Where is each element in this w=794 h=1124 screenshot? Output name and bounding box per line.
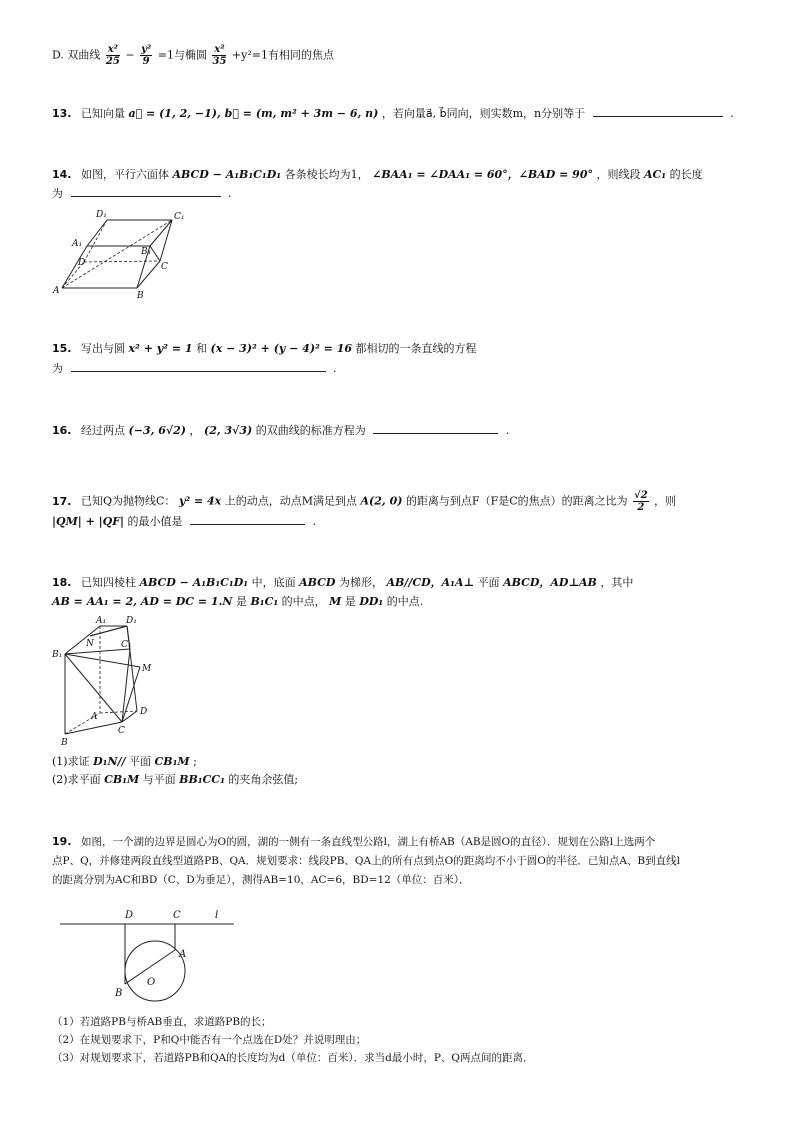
answer-blank[interactable] bbox=[71, 186, 221, 197]
question-16: 16. 经过两点 (−3, 6√2) ， (2, 3√3) 的双曲线的标准方程为 . bbox=[52, 424, 510, 437]
point-label: l bbox=[215, 910, 219, 921]
math-expression: B₁C₁ bbox=[250, 595, 279, 608]
quadrangular-prism-figure bbox=[52, 614, 162, 750]
question-19-line1: 19. 如图，一个湖的边界是圆心为O的圆，湖的一侧有一条直线型公路l，湖上有桥AB（AB是圆O的直径）．规划在公路l上选两个 bbox=[52, 835, 656, 848]
point-label: B bbox=[115, 988, 123, 999]
question-18-part2: (2)求平面 CB₁M 与平面 BB₁CC₁ 的夹角余弦值; bbox=[52, 773, 299, 786]
vertex-label: A₁ bbox=[72, 239, 83, 249]
q12-option-d: D. 双曲线 $\frac{\text{x²}}{25}$ − $\frac{\text{y²}}{9}$ =1与椭圆 $\frac{\text{x²}}{35}$ +y²=1有相同的焦点 bbox=[52, 44, 334, 67]
vertex-label: B bbox=[137, 291, 144, 300]
math-expression: DD₁ bbox=[359, 595, 384, 608]
vertex-label: B₁ bbox=[52, 650, 63, 660]
question-19-line3: 的距离分别为AC和BD（C、D为垂足），测得AB=10，AC=6，BD=12（单位：百米）． bbox=[52, 874, 470, 886]
math-expression: a⃗ = (1, 2, −1), b⃗ = (m, m² + 3m − 6, n) bbox=[128, 107, 379, 120]
question-18-part1: (1)求证 D₁N// 平面 CB₁M ; bbox=[52, 755, 197, 768]
question-19-part2: （2）在规划要求下，P和Q中能否有一个点选在D处？并说明理由； bbox=[52, 1034, 367, 1046]
math-expression: ABCD − A₁B₁C₁D₁ bbox=[172, 168, 282, 181]
lake-road-figure bbox=[52, 905, 242, 1005]
question-15: 15. 写出与圆 x² + y² = 1 和 (x − 3)² + (y − 4)² = 16 都相切的一条直线的方程 bbox=[52, 342, 477, 355]
vertex-label: C₁ bbox=[174, 212, 185, 222]
math-expression: CB₁M bbox=[154, 755, 190, 768]
math-expression: (2, 3√3) bbox=[203, 424, 253, 437]
math-expression: M bbox=[329, 595, 342, 608]
math-expression: (x − 3)² + (y − 4)² = 16 bbox=[210, 342, 353, 355]
math-expression: AB = AA₁ = 2, AD = DC = 1.N bbox=[52, 595, 233, 608]
math-expression: D₁N// bbox=[93, 755, 126, 768]
vertex-label: C₁ bbox=[121, 640, 132, 650]
fraction: $\frac{√2}{2}$ bbox=[634, 490, 648, 513]
point-label: C bbox=[173, 910, 181, 921]
parallelepiped-figure bbox=[52, 205, 202, 300]
question-19-part1: （1）若道路PB与桥AB垂直，求道路PB的长； bbox=[52, 1016, 272, 1028]
math-expression: CB₁M bbox=[104, 773, 140, 786]
vertex-label: D bbox=[78, 258, 86, 268]
vertex-label: M bbox=[142, 664, 152, 674]
math-expression: (−3, 6√2) bbox=[128, 424, 186, 437]
answer-blank[interactable] bbox=[373, 423, 498, 434]
math-expression: y² = 4x bbox=[178, 494, 222, 508]
point-label: D bbox=[125, 910, 134, 921]
question-number: 17. bbox=[52, 494, 72, 508]
vertex-label: C bbox=[161, 262, 168, 272]
vertex-label: D₁ bbox=[96, 210, 107, 220]
question-13: 13. 已知向量 a⃗ = (1, 2, −1), b⃗ = (m, m² + 3m − 6, n) ，若向量a⃗, b⃗同向，则实数m，n分别等于 . bbox=[52, 107, 734, 120]
question-18: 18. 已知四棱柱 ABCD − A₁B₁C₁D₁ 中，底面 ABCD 为梯形， AB//CD，A₁A⊥ 平面 ABCD，AD⊥AB ，其中 bbox=[52, 576, 634, 589]
question-15-line2: 为 . bbox=[52, 362, 337, 375]
question-19-part3: （3）对规划要求下，若道路PB和QA的长度均为d（单位：百米）．求当d最小时，P、Q两点间的距离． bbox=[52, 1052, 534, 1064]
vertex-label: C bbox=[118, 726, 125, 736]
point-label: A bbox=[179, 949, 187, 960]
vertex-label: D₁ bbox=[126, 616, 137, 626]
question-17: 17. 已知Q为抛物线C： y² = 4x 上的动点，动点M满足到点 A(2, 0) 的距离与到点F（F是C的焦点）的距离之比为 $\frac{√2}{2}$ ，则 bbox=[52, 490, 677, 513]
vertex-label: B₁ bbox=[141, 247, 152, 257]
vertex-label: N bbox=[86, 639, 94, 649]
fraction: $\frac{\text{x²}}{35}$ bbox=[212, 44, 227, 67]
question-number: 18. bbox=[52, 576, 72, 589]
math-expression: ABCD bbox=[299, 576, 336, 589]
math-expression: BB₁CC₁ bbox=[179, 773, 225, 786]
math-expression: ∠BAA₁ = ∠DAA₁ = 60°，∠BAD = 90° bbox=[372, 168, 593, 181]
answer-blank[interactable] bbox=[71, 361, 326, 372]
question-14: 14. 如图，平行六面体 ABCD − A₁B₁C₁D₁ 各条棱长均为1， ∠BAA₁ = ∠DAA₁ = 60°，∠BAD = 90° ，则线段 AC₁ 的长度 bbox=[52, 168, 703, 181]
question-number: 16. bbox=[52, 424, 72, 437]
math-expression: x² + y² = 1 bbox=[128, 342, 193, 355]
question-19-line2: 点P、Q，并修建两段直线型道路PB、QA．规划要求：线段PB、QA上的所有点到点O的距离均不小于圆O的半径．已知点A、B到直线l bbox=[52, 855, 680, 867]
math-expression: AB//CD，A₁A⊥ bbox=[386, 576, 475, 589]
math-expression: AC₁ bbox=[644, 168, 667, 181]
question-number: 19. bbox=[52, 835, 72, 848]
fraction: $\frac{\text{y²}}{9}$ bbox=[141, 44, 152, 67]
vertex-label: D bbox=[140, 707, 148, 717]
question-number: 13. bbox=[52, 107, 72, 120]
vertex-label: A₁ bbox=[96, 616, 107, 626]
question-17-line2: |QM| + |QF| 的最小值是 . bbox=[52, 515, 317, 528]
fraction: $\frac{\text{x²}}{25}$ bbox=[105, 44, 120, 67]
math-expression: A(2, 0) bbox=[360, 494, 403, 508]
question-18-line2: AB = AA₁ = 2, AD = DC = 1.N 是 B₁C₁ 的中点， M 是 DD₁ 的中点. bbox=[52, 595, 424, 608]
point-label: O bbox=[147, 977, 156, 988]
answer-blank[interactable] bbox=[190, 514, 305, 525]
question-14-line2: 为 . bbox=[52, 187, 232, 200]
vertex-label: A bbox=[53, 286, 60, 296]
math-expression: ABCD − A₁B₁C₁D₁ bbox=[139, 576, 249, 589]
math-expression: ABCD，AD⊥AB bbox=[503, 576, 597, 589]
answer-blank[interactable] bbox=[593, 106, 723, 117]
vertex-label: A bbox=[91, 712, 98, 722]
vertex-label: B bbox=[61, 738, 68, 748]
question-number: 14. bbox=[52, 168, 72, 181]
question-number: 15. bbox=[52, 342, 72, 355]
math-expression: |QM| + |QF| bbox=[52, 515, 125, 528]
